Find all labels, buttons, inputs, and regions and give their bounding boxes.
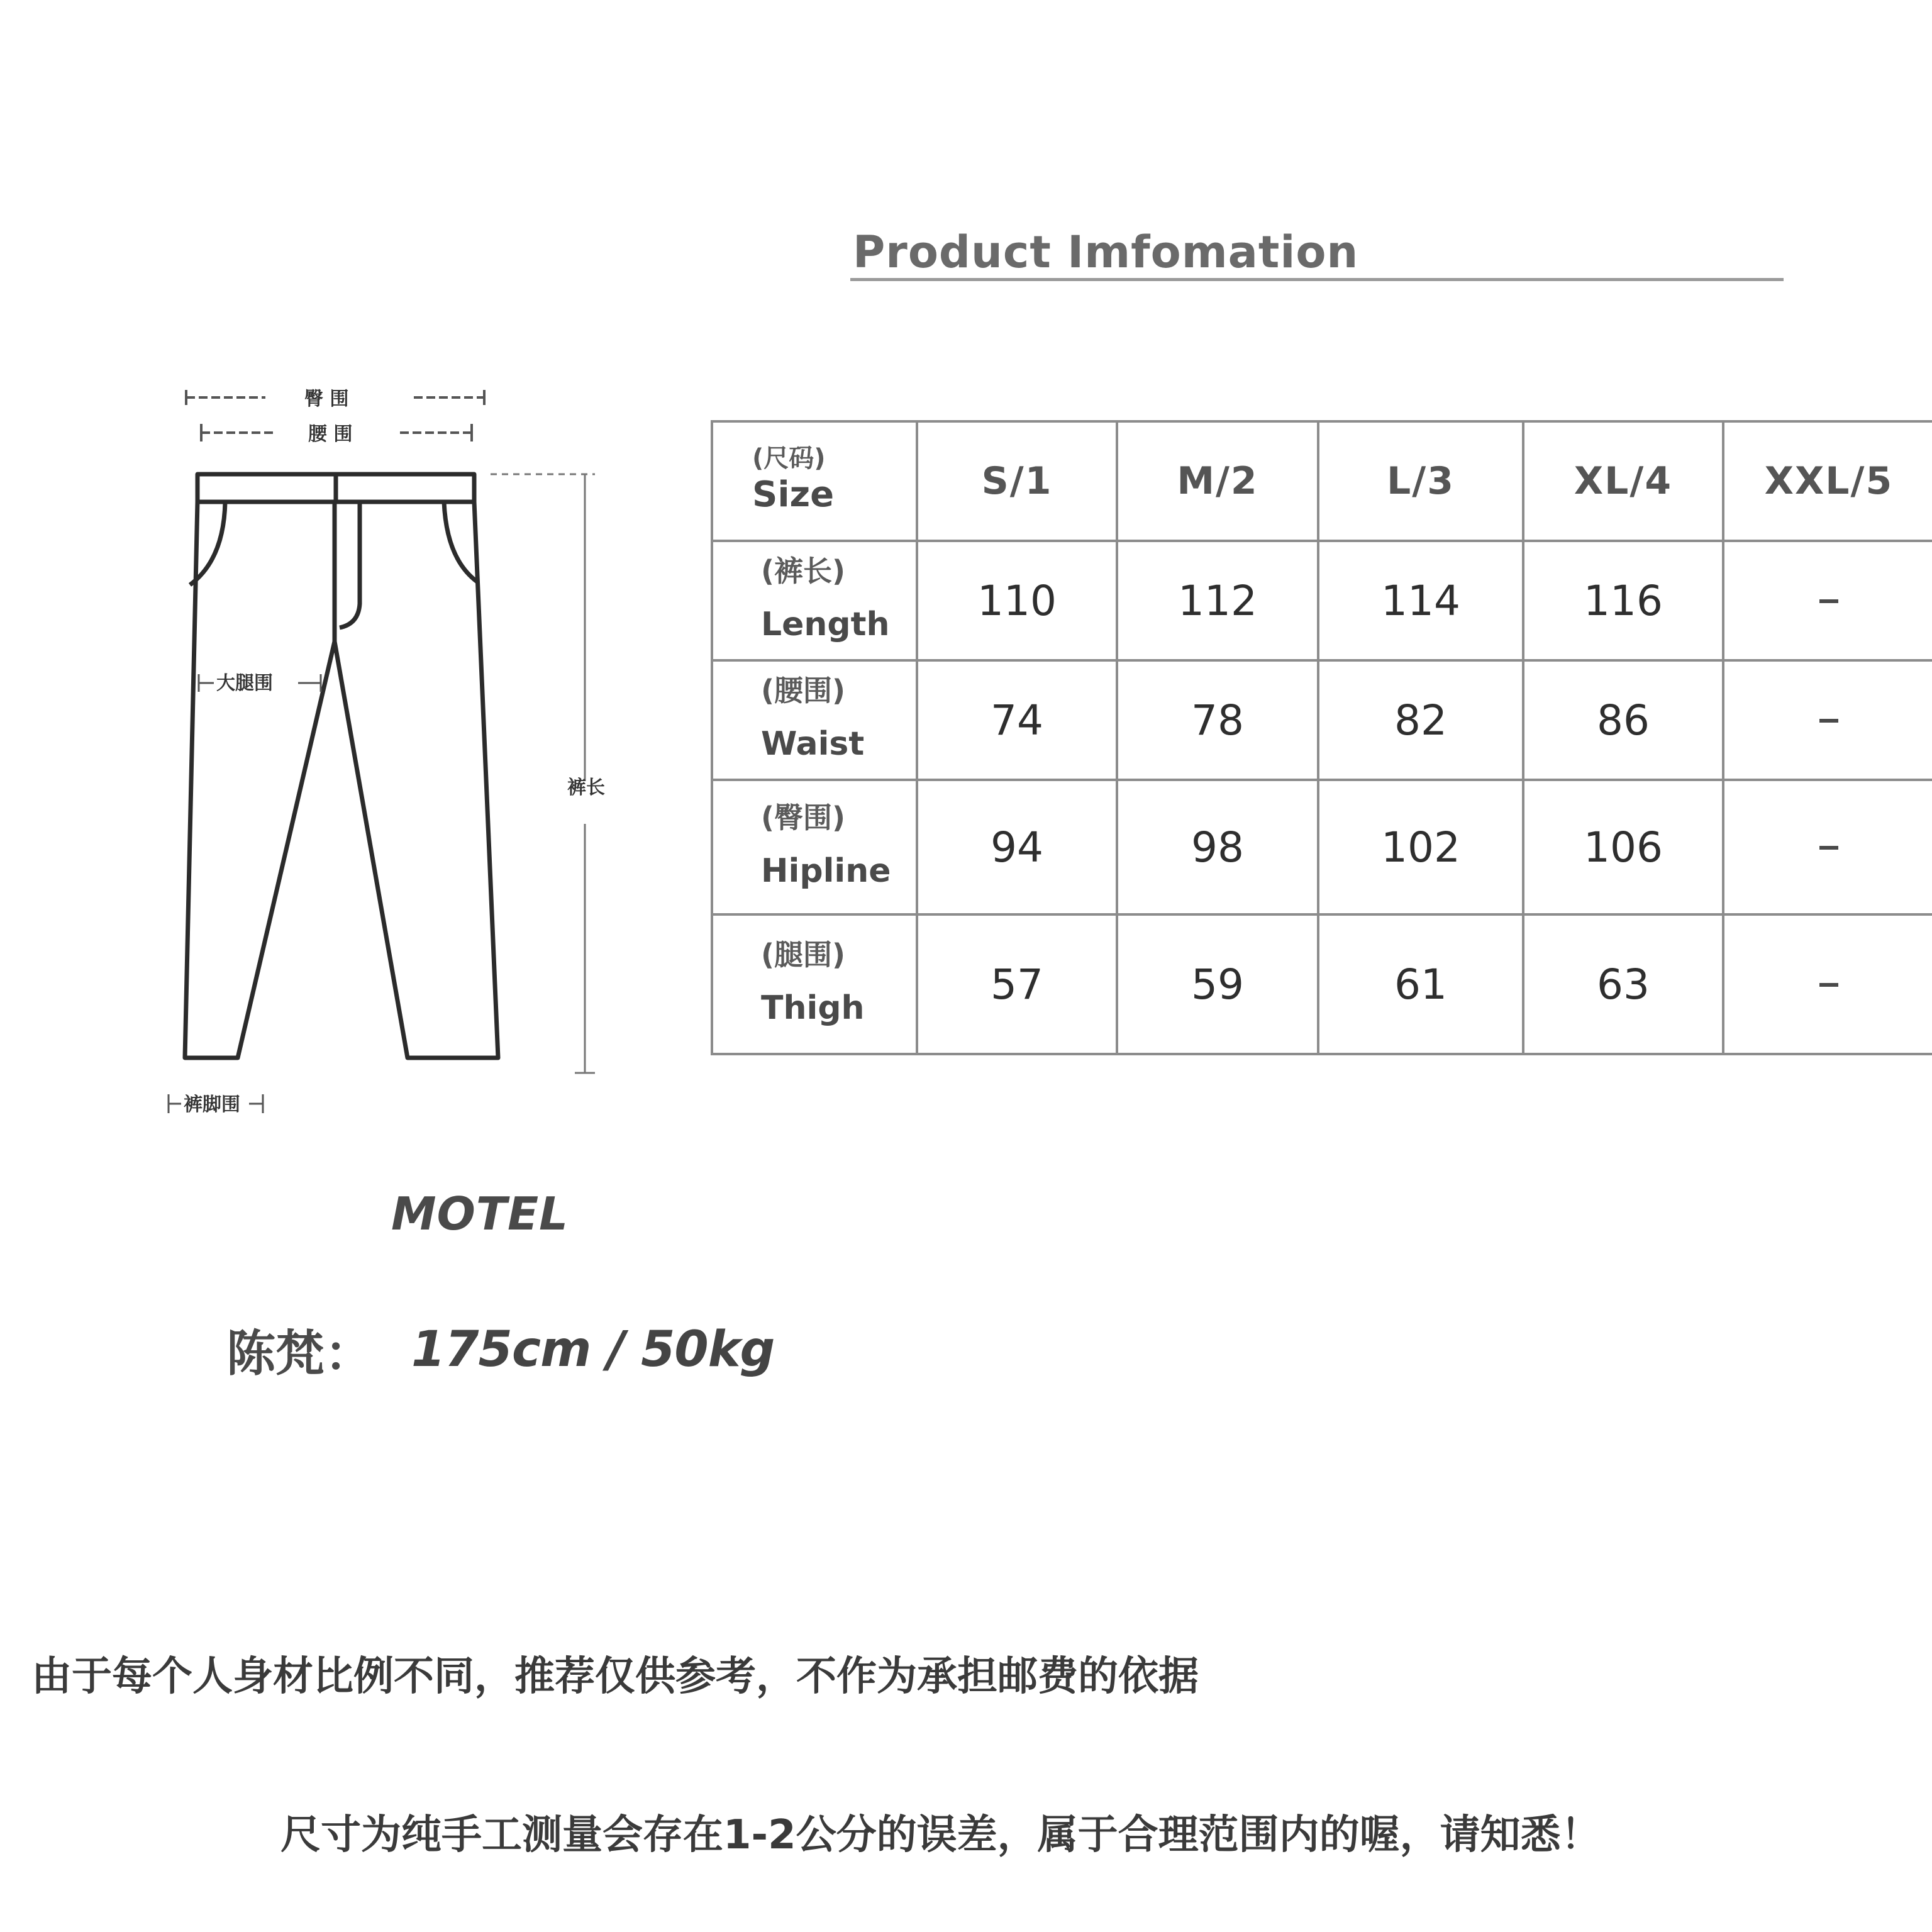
model-info	[226, 1314, 774, 1385]
size-header-m	[1117, 421, 1318, 541]
cell-value: 98	[1191, 823, 1244, 872]
table-cell	[1117, 541, 1318, 660]
size-header-label: M/2	[1177, 459, 1258, 503]
length-label: 裤长	[567, 777, 605, 799]
hem-label: 裤脚围	[184, 1094, 240, 1116]
size-header-s	[917, 421, 1117, 541]
table-cell	[1523, 914, 1723, 1054]
dash-icon	[1819, 983, 1838, 987]
cell-value: 82	[1394, 696, 1447, 745]
row-label-waist	[712, 660, 917, 780]
cell-value: 94	[991, 823, 1043, 872]
size-header-xl	[1523, 421, 1723, 541]
cell-value: 86	[1597, 696, 1650, 745]
size-header-label: S/1	[981, 459, 1053, 503]
row-en-label: Waist	[761, 724, 865, 763]
table-cell	[1318, 780, 1523, 914]
size-corner-cell	[712, 421, 917, 541]
thigh-label: 大腿围	[216, 672, 273, 694]
cell-value: 78	[1191, 696, 1244, 745]
cell-value: 114	[1381, 576, 1460, 625]
page-title: Product Imfomation	[853, 226, 1359, 278]
title-underline	[850, 278, 1784, 281]
size-cn-label: (尺码)	[752, 443, 826, 473]
table-header-row	[712, 421, 1932, 541]
model-stats: 175cm / 50kg	[411, 1321, 775, 1378]
table-row-waist	[712, 660, 1932, 780]
disclaimer-note: 由于每个人身材比例不同，推荐仅供参考，不作为承担邮费的依据	[31, 1653, 1199, 1700]
length-dimension	[491, 474, 595, 1073]
cell-value: 74	[991, 696, 1043, 745]
table-cell	[1523, 660, 1723, 780]
size-header-label: XXL/5	[1764, 459, 1894, 503]
table-cell-empty	[1723, 660, 1932, 780]
cell-value: 57	[991, 960, 1043, 1009]
table-cell	[917, 914, 1117, 1054]
brand-name: MOTEL	[391, 1187, 569, 1240]
row-cn-label: (腰围)	[761, 673, 846, 708]
table-cell	[1318, 541, 1523, 660]
cell-value: 102	[1381, 823, 1460, 872]
size-en-label: Size	[752, 474, 835, 515]
dash-icon	[1819, 599, 1838, 603]
pants-diagram	[151, 377, 629, 1119]
pants-outline	[185, 474, 498, 1058]
table-cell-empty	[1723, 914, 1932, 1054]
row-cn-label: (裤长)	[761, 553, 846, 588]
table-cell	[1117, 780, 1318, 914]
dash-icon	[1819, 719, 1838, 723]
row-label-hipline	[712, 780, 917, 914]
dash-icon	[1819, 846, 1838, 850]
row-cn-label: (腿围)	[761, 937, 846, 972]
size-header-l	[1318, 421, 1523, 541]
table-row-thigh	[712, 914, 1932, 1054]
hip-label: 臀 围	[304, 388, 349, 410]
table-cell	[1117, 660, 1318, 780]
row-label-thigh	[712, 914, 917, 1054]
table-cell-empty	[1723, 780, 1932, 914]
size-header-label: L/3	[1387, 459, 1455, 503]
row-cn-label: (臀围)	[761, 800, 846, 835]
size-header-label: XL/4	[1574, 459, 1673, 503]
size-table	[711, 420, 1932, 1055]
cell-value: 59	[1191, 960, 1244, 1009]
cell-value: 106	[1584, 823, 1663, 872]
row-en-label: Hipline	[761, 852, 891, 890]
cell-value: 110	[977, 576, 1057, 625]
table-cell	[1318, 914, 1523, 1054]
table-cell	[1523, 541, 1723, 660]
measurement-note: 尺寸为纯手工测量会存在1-2公分的误差，属于合理范围内的喔，请知悉！	[280, 1812, 1601, 1858]
row-en-label: Length	[761, 605, 890, 643]
row-label-length	[712, 541, 917, 660]
cell-value: 112	[1178, 576, 1257, 625]
table-cell	[1318, 660, 1523, 780]
table-row-hipline	[712, 780, 1932, 914]
table-cell	[917, 780, 1117, 914]
row-en-label: Thigh	[761, 989, 865, 1027]
table-cell	[917, 660, 1117, 780]
table-row-length	[712, 541, 1932, 660]
table-cell	[917, 541, 1117, 660]
cell-value: 61	[1394, 960, 1447, 1009]
cell-value: 116	[1584, 576, 1663, 625]
cell-value: 63	[1597, 960, 1650, 1009]
table-cell	[1523, 780, 1723, 914]
size-header-xxl	[1723, 421, 1932, 541]
table-cell-empty	[1723, 541, 1932, 660]
waist-label: 腰 围	[308, 423, 353, 445]
model-name: 陈梵：	[226, 1326, 374, 1382]
table-cell	[1117, 914, 1318, 1054]
